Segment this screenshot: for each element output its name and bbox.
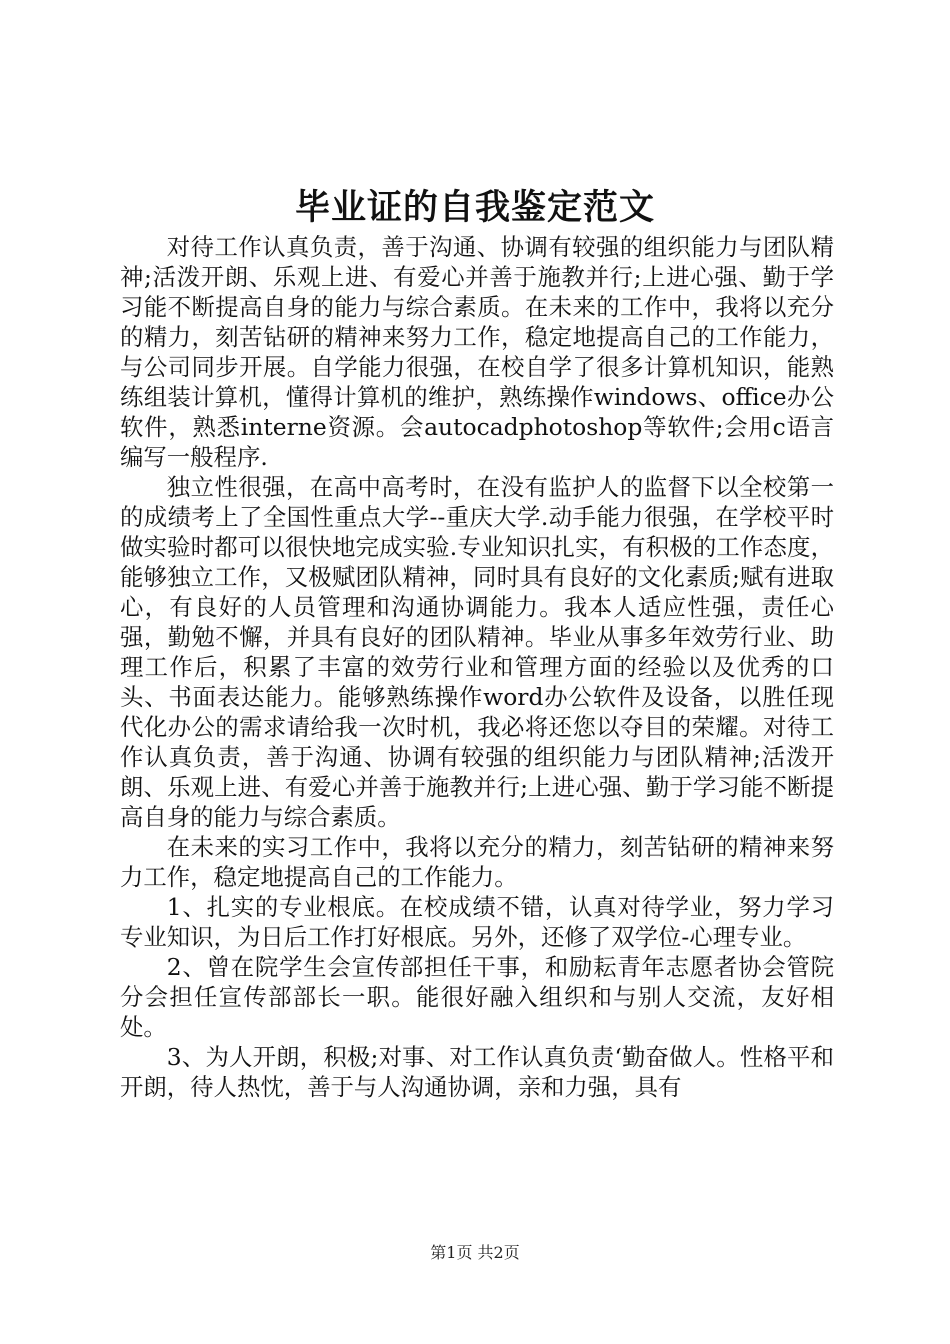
body-paragraph: 3、为人开朗，积极;对事、对工作认真负责‘勤奋做人。性格平和开朗，待人热忱，善于与人沟通协调，亲和力强，具有 [120, 1043, 834, 1101]
page-number-footer: 第1页 共2页 [430, 1243, 520, 1262]
document-title: 毕业证的自我鉴定范文 [294, 188, 655, 228]
body-paragraph: 对待工作认真负责，善于沟通、协调有较强的组织能力与团队精神;活泼开朗、乐观上进、有爱心并善于施教并行;上进心强、勤于学习能不断提高自身的能力与综合素质。在未来的工作中，我将以充分的精力，刻苦钻研的精神来努力工作，稳定地提高自己的工作能力，与公司同步开展。自学能力很强，在校自学了很多计算机知识，能熟练组装计算机，懂得计算机的维护，熟练操作windows、office办公软件，熟悉interne资源。会autocadphotoshop等软件;会用c语言编写一般程序. [120, 233, 834, 471]
body-paragraph: 独立性很强，在高中高考时，在没有监护人的监督下以全校第一的成绩考上了全国性重点大学--重庆大学.动手能力很强，在学校平时做实验时都可以很快地完成实验.专业知识扎实，有积极的工作态度，能够独立工作，又极赋团队精神，同时具有良好的文化素质;赋有进取心，有良好的人员管理和沟通协调能力。我本人适应性强，责任心强，勤勉不懈，并具有良好的团队精神。毕业从事多年效劳行业、助理工作后，积累了丰富的效劳行业和管理方面的经验以及优秀的口头、书面表达能力。能够熟练操作word办公软件及设备，以胜任现代化办公的需求请给我一次时机，我必将还您以夺目的荣耀。对待工作认真负责，善于沟通、协调有较强的组织能力与团队精神;活泼开朗、乐观上进、有爱心并善于施教并行;上进心强、勤于学习能不断提高自身的能力与综合素质。 [120, 473, 834, 831]
body-paragraph: 2、曾在院学生会宣传部担任干事，和励耘青年志愿者协会管院分会担任宣传部部长一职。能很好融入组织和与别人交流，友好相处。 [120, 953, 834, 1041]
body-paragraph: 1、扎实的专业根底。在校成绩不错，认真对待学业，努力学习专业知识，为日后工作打好根底。另外，还修了双学位-心理专业。 [120, 893, 834, 951]
document-body [120, 232, 834, 1102]
body-paragraph: 在未来的实习工作中，我将以充分的精力，刻苦钻研的精神来努力工作，稳定地提高自己的工作能力。 [120, 833, 834, 891]
